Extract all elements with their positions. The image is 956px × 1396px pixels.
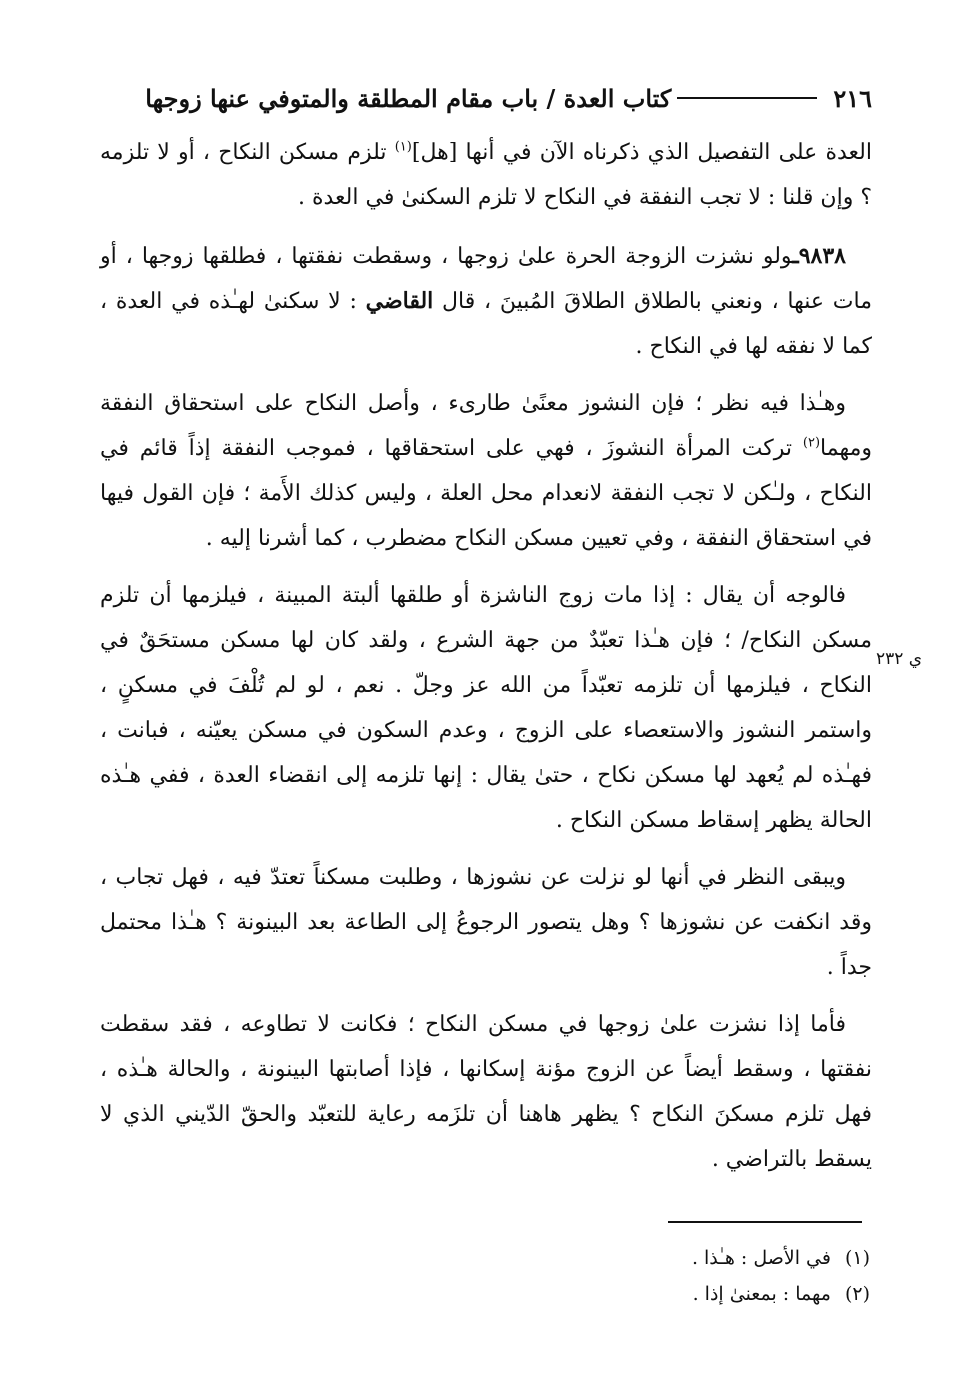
footnote-separator bbox=[668, 1221, 862, 1223]
page-number: ٢١٦ bbox=[833, 83, 872, 113]
paragraph-2-text-a: ولو نشزت الزوجة الحرة علىٰ زوجها ، وسقطت نفقتها ، فطلقها زوجها ، أو مات عنها ، ونعني بالطلاق الطلاقَ المُبينَ ، قال bbox=[100, 244, 872, 314]
paragraph-6 bbox=[100, 1002, 872, 1182]
issue-number: ٩٨٣٨ـ bbox=[792, 243, 846, 269]
paragraph-2 bbox=[100, 234, 872, 369]
paragraph-5 bbox=[100, 855, 872, 990]
footnote-2-text: مهما : بمعنىٰ إذا . bbox=[692, 1283, 831, 1305]
paragraph-1-text-a: العدة على التفصيل الذي ذكرناه الآن في أنها [هل] bbox=[411, 140, 872, 165]
paragraph-3-text-b: تركت المرأة النشوزَ ، فهي على استحقاقها ، فموجب النفقة إذاً قائم في النكاح ، ولـٰكن لا تجب النفقة لانعدام محل العلة ، وليس كذلك الأَمة ؛ فإن القول فيها في استحقاق النفقة ، وفي تعيين مسكن النكاح مضطرب ، كما أشرنا إليه . bbox=[100, 436, 872, 551]
paragraph-3 bbox=[100, 381, 872, 561]
footnote-2-number: (٢) bbox=[844, 1283, 870, 1305]
footnote-1-text: في الأصل : هـٰذا . bbox=[691, 1247, 831, 1269]
footnote-ref-2: (٢) bbox=[802, 435, 821, 451]
paragraph-1-text-b: تلزم مسكن النكاح ، أو لا تلزمه ؟ وإن قلنا : لا تجب النفقة في النكاح لا تلزم السكنىٰ في العدة . bbox=[100, 140, 872, 210]
footnote-ref-1: (١) bbox=[394, 139, 412, 155]
manuscript-folio-note: ي ٢٣٢ bbox=[876, 649, 923, 669]
footnote-1 bbox=[560, 1240, 870, 1276]
paragraph-1 bbox=[100, 130, 872, 220]
paragraph-4 bbox=[100, 573, 872, 843]
footnote-2 bbox=[560, 1276, 870, 1312]
paragraph-6-text: فأما إذا نشزت علىٰ زوجها في مسكن النكاح ؛ فكانت لا تطاوعه ، فقد سقطت نفقتها ، وسقط أيضاً عن الزوج مؤنة إسكانها ، فإذا أصابتها البينونة ، والحالة هـٰذه ، فهل تلزم مسكنَ النكاح ؟ يظهر هاهنا أن تلزَمه رعاية للتعبّد والحقّ الدّيني الذي لا يسقط بالتراضي . bbox=[100, 1012, 872, 1172]
paragraph-5-text: ويبقى النظر في أنها لو نزلت عن نشوزها ، وطلبت مسكناً تعتدّ فيه ، فهل تجاب ، وقد انكفت عن نشوزها ؟ وهل يتصور الرجوعُ إلى الطاعة بعد البينونة ؟ هـٰذا محتمل جداً . bbox=[100, 865, 873, 980]
running-header bbox=[100, 78, 872, 118]
cited-scholar: القاضي bbox=[365, 288, 434, 314]
paragraph-2-text-b: : لا سكنىٰ لهـٰذه في العدة ، كما لا نفقه لها في النكاح . bbox=[100, 289, 872, 359]
footnote-1-number: (١) bbox=[844, 1247, 870, 1269]
main-text bbox=[100, 130, 872, 1194]
paragraph-3-text-a: وهـٰذا فيه نظر ؛ فإن النشوز معنًىٰ طارىء ، وأصل النكاح على استحقاق النفقة ومهما bbox=[100, 391, 872, 461]
header-title: كتاب العدة / باب مقام المطلقة والمتوفي عنها زوجها bbox=[145, 83, 672, 113]
header-rule bbox=[677, 97, 817, 99]
paragraph-4-text: فالوجه أن يقال : إذا مات زوج الناشزة أو طلقها ألبتة المبينة ، فيلزمها أن تلزم مسكن النكاح/ ؛ فإن هـٰذا تعبّدٌ من جهة الشرع ، ولقد كان لها مسكن مستحَقٌ في النكاح ، فيلزمها أن تلزمه تعبّداً من الله عز وجلّ . نعم ، لو لم تُلْفَ في مسكنٍ ، واستمر النشوز والاستعصاء على الزوج ، وعدم السكون في مسكن يعيّنه ، فبانت ، فهـٰذه لم يُعهد لها مسكن نكاح ، حتىٰ يقال : إنها تلزمه إلى انقضاء العدة ، ففي هـٰذه الحالة يظهر إسقاط مسكن النكاح . bbox=[100, 583, 872, 833]
footnotes bbox=[560, 1240, 870, 1312]
